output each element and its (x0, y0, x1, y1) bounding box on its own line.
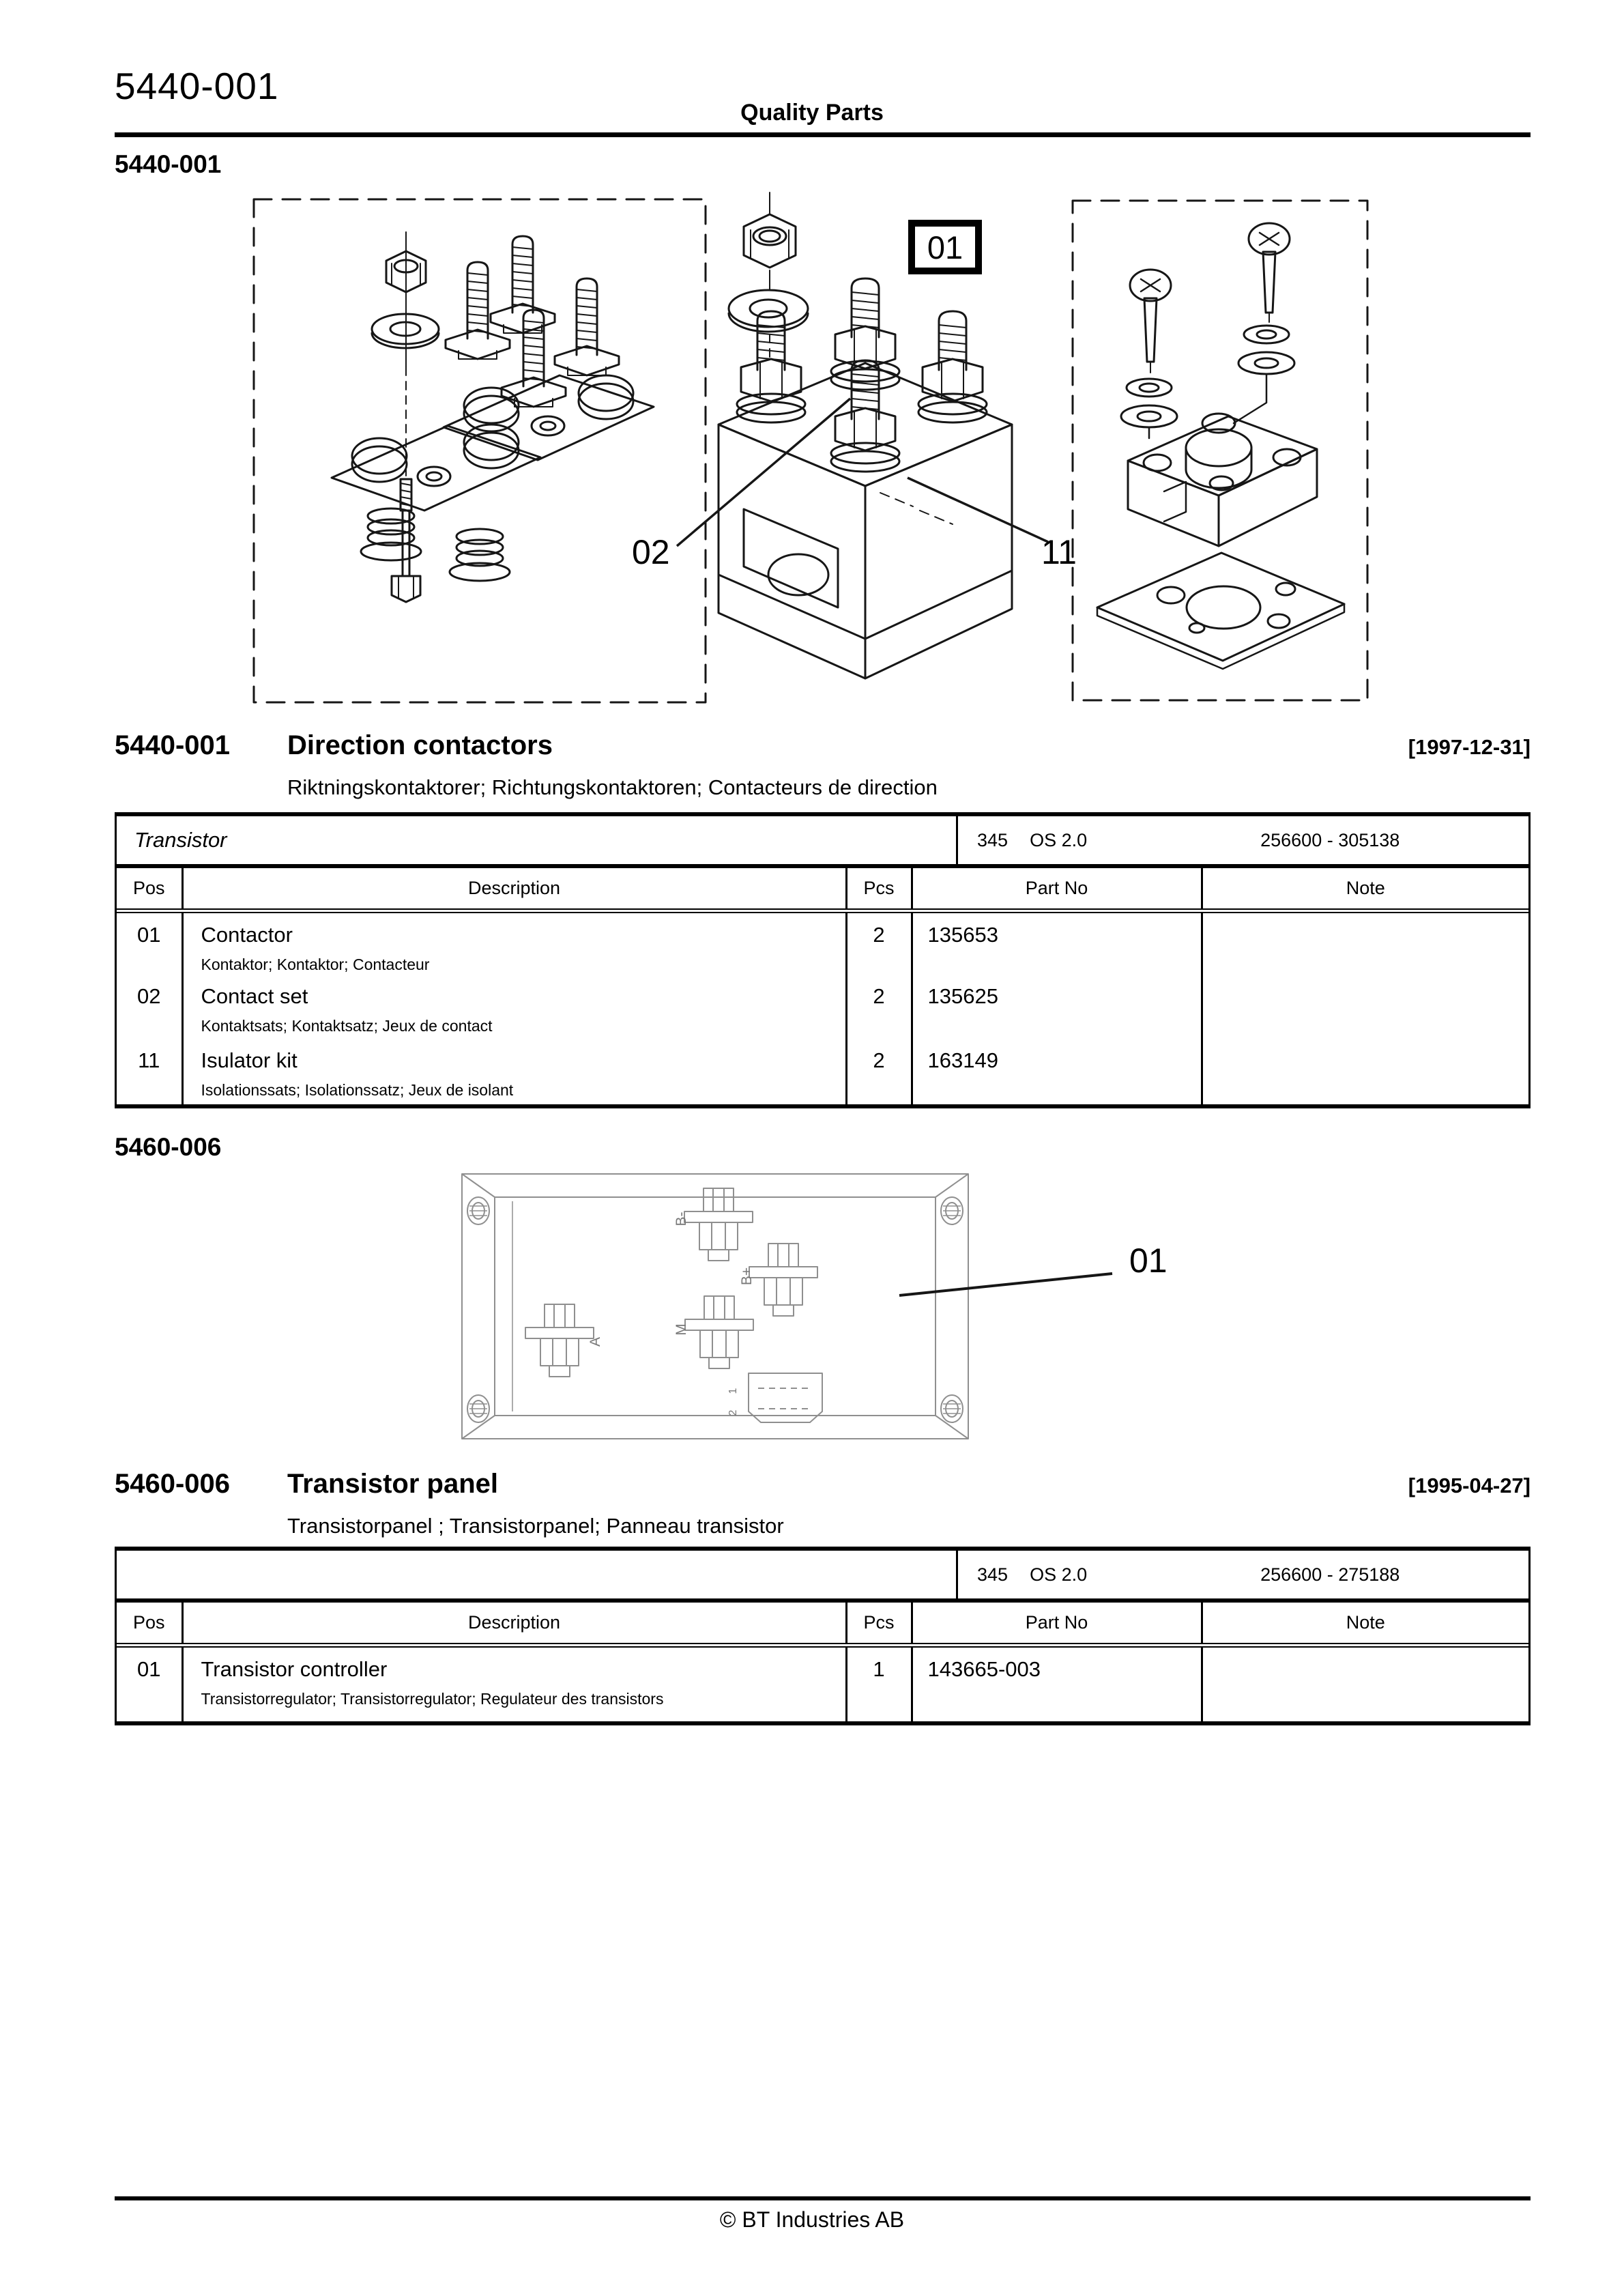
col-note: Note (1202, 1603, 1528, 1645)
description-main: Isulator kit (201, 1048, 298, 1072)
doc-code-header: 5440-001 (115, 65, 279, 107)
model-value: 345 (977, 1564, 1009, 1585)
connector-pin-label-2: 2 (727, 1409, 739, 1416)
section-subtitle: Transistorpanel ; Transistorpanel; Panneau transistor (287, 1514, 784, 1538)
row-part-no: 163149 (912, 1039, 1202, 1104)
row-pos: 01 (117, 910, 182, 975)
callout-01-label: 01 (927, 229, 963, 266)
figure-transistor-panel (115, 1160, 1531, 1447)
description-main: Contact set (201, 984, 308, 1008)
row-part-no: 143665-003 (912, 1645, 1202, 1721)
parts-grid (117, 868, 1528, 1104)
parts-table-5440 (115, 812, 1531, 1108)
callout-01-box (908, 220, 982, 274)
col-description: Description (182, 868, 846, 910)
terminal-label-bplus: B+ (739, 1267, 755, 1286)
figure-direction-contactors (115, 188, 1531, 728)
column-header-row (117, 1603, 1528, 1645)
terminal-label-a: A (588, 1336, 603, 1347)
callout-01-label: 01 (1129, 1242, 1168, 1280)
col-pos: Pos (117, 1603, 182, 1645)
figure-heading-5440: 5440-001 (115, 150, 222, 178)
row-description (182, 1039, 846, 1104)
column-header-row (117, 868, 1528, 910)
figure-heading-5460: 5460-006 (115, 1133, 222, 1161)
footer-copyright: © BT Industries AB (719, 2207, 905, 2232)
row-pcs: 2 (846, 1039, 912, 1104)
leader-lines (115, 188, 1531, 728)
serial-range: 256600 - 305138 (1260, 829, 1400, 850)
row-pos: 01 (117, 1645, 182, 1721)
row-note (1202, 975, 1528, 1039)
col-part-no: Part No (912, 1603, 1202, 1645)
section-title: Direction contactors (287, 730, 553, 760)
row-part-no: 135625 (912, 975, 1202, 1039)
row-note (1202, 1645, 1528, 1721)
callout-02-label: 02 (632, 533, 670, 571)
row-pcs: 2 (846, 910, 912, 975)
row-note (1202, 1039, 1528, 1104)
row-description (182, 975, 846, 1039)
leader-lines (115, 1160, 1531, 1447)
model-cell (956, 1551, 1528, 1598)
description-translations: Isolationssats; Isolationssatz; Jeux de isolant (201, 1081, 514, 1099)
row-description (182, 910, 846, 975)
section-subtitle: Riktningskontaktorer; Richtungskontaktoren; Contacteurs de direction (287, 775, 938, 799)
section-code: 5440-001 (115, 730, 231, 760)
row-pos: 02 (117, 975, 182, 1039)
terminal-label-m: M (673, 1323, 689, 1336)
col-pcs: Pcs (846, 868, 912, 910)
serial-range: 256600 - 275188 (1260, 1564, 1400, 1585)
variant-cell (117, 1551, 956, 1598)
col-note: Note (1202, 868, 1528, 910)
col-pos: Pos (117, 868, 182, 910)
table-info-row (117, 1551, 1528, 1603)
row-pos: 11 (117, 1039, 182, 1104)
col-description: Description (182, 1603, 846, 1645)
table-info-row (117, 816, 1528, 868)
row-pcs: 2 (846, 975, 912, 1039)
description-translations: Kontaktor; Kontaktor; Contacteur (201, 955, 430, 973)
table-row (117, 975, 1528, 1039)
section-title: Transistor panel (287, 1469, 498, 1499)
description-main: Transistor controller (201, 1656, 388, 1681)
row-pcs: 1 (846, 1645, 912, 1721)
terminal-label-bminus: B- (673, 1211, 689, 1226)
col-part-no: Part No (912, 868, 1202, 910)
callout-11-label: 11 (1041, 533, 1077, 571)
variant-cell: Transistor (134, 828, 227, 852)
description-translations: Transistorregulator; Transistorregulator; Regulateur des transistors (201, 1689, 664, 1708)
col-pcs: Pcs (846, 1603, 912, 1645)
parts-table-5460 (115, 1547, 1531, 1725)
row-note (1202, 910, 1528, 975)
table-row (117, 1645, 1528, 1721)
page-title: Quality Parts (740, 100, 884, 126)
row-description (182, 1645, 846, 1721)
os-version: OS 2.0 (1030, 1564, 1088, 1585)
header-rule (115, 132, 1531, 137)
section-heading-5460 (115, 1469, 1531, 1507)
section-code: 5460-006 (115, 1469, 231, 1499)
os-version: OS 2.0 (1030, 829, 1088, 850)
section-date: [1995-04-27] (1408, 1474, 1531, 1497)
table-row (117, 910, 1528, 975)
description-main: Contactor (201, 922, 293, 947)
model-value: 345 (977, 829, 1009, 850)
section-date: [1997-12-31] (1408, 735, 1531, 759)
parts-grid (117, 1603, 1528, 1721)
connector-pin-label-1: 1 (727, 1388, 739, 1394)
section-heading-5440 (115, 730, 1531, 769)
description-translations: Kontaktsats; Kontaktsatz; Jeux de contact (201, 1017, 493, 1035)
row-part-no: 135653 (912, 910, 1202, 975)
table-row (117, 1039, 1528, 1104)
model-cell (956, 816, 1528, 864)
footer-rule (115, 2196, 1531, 2200)
